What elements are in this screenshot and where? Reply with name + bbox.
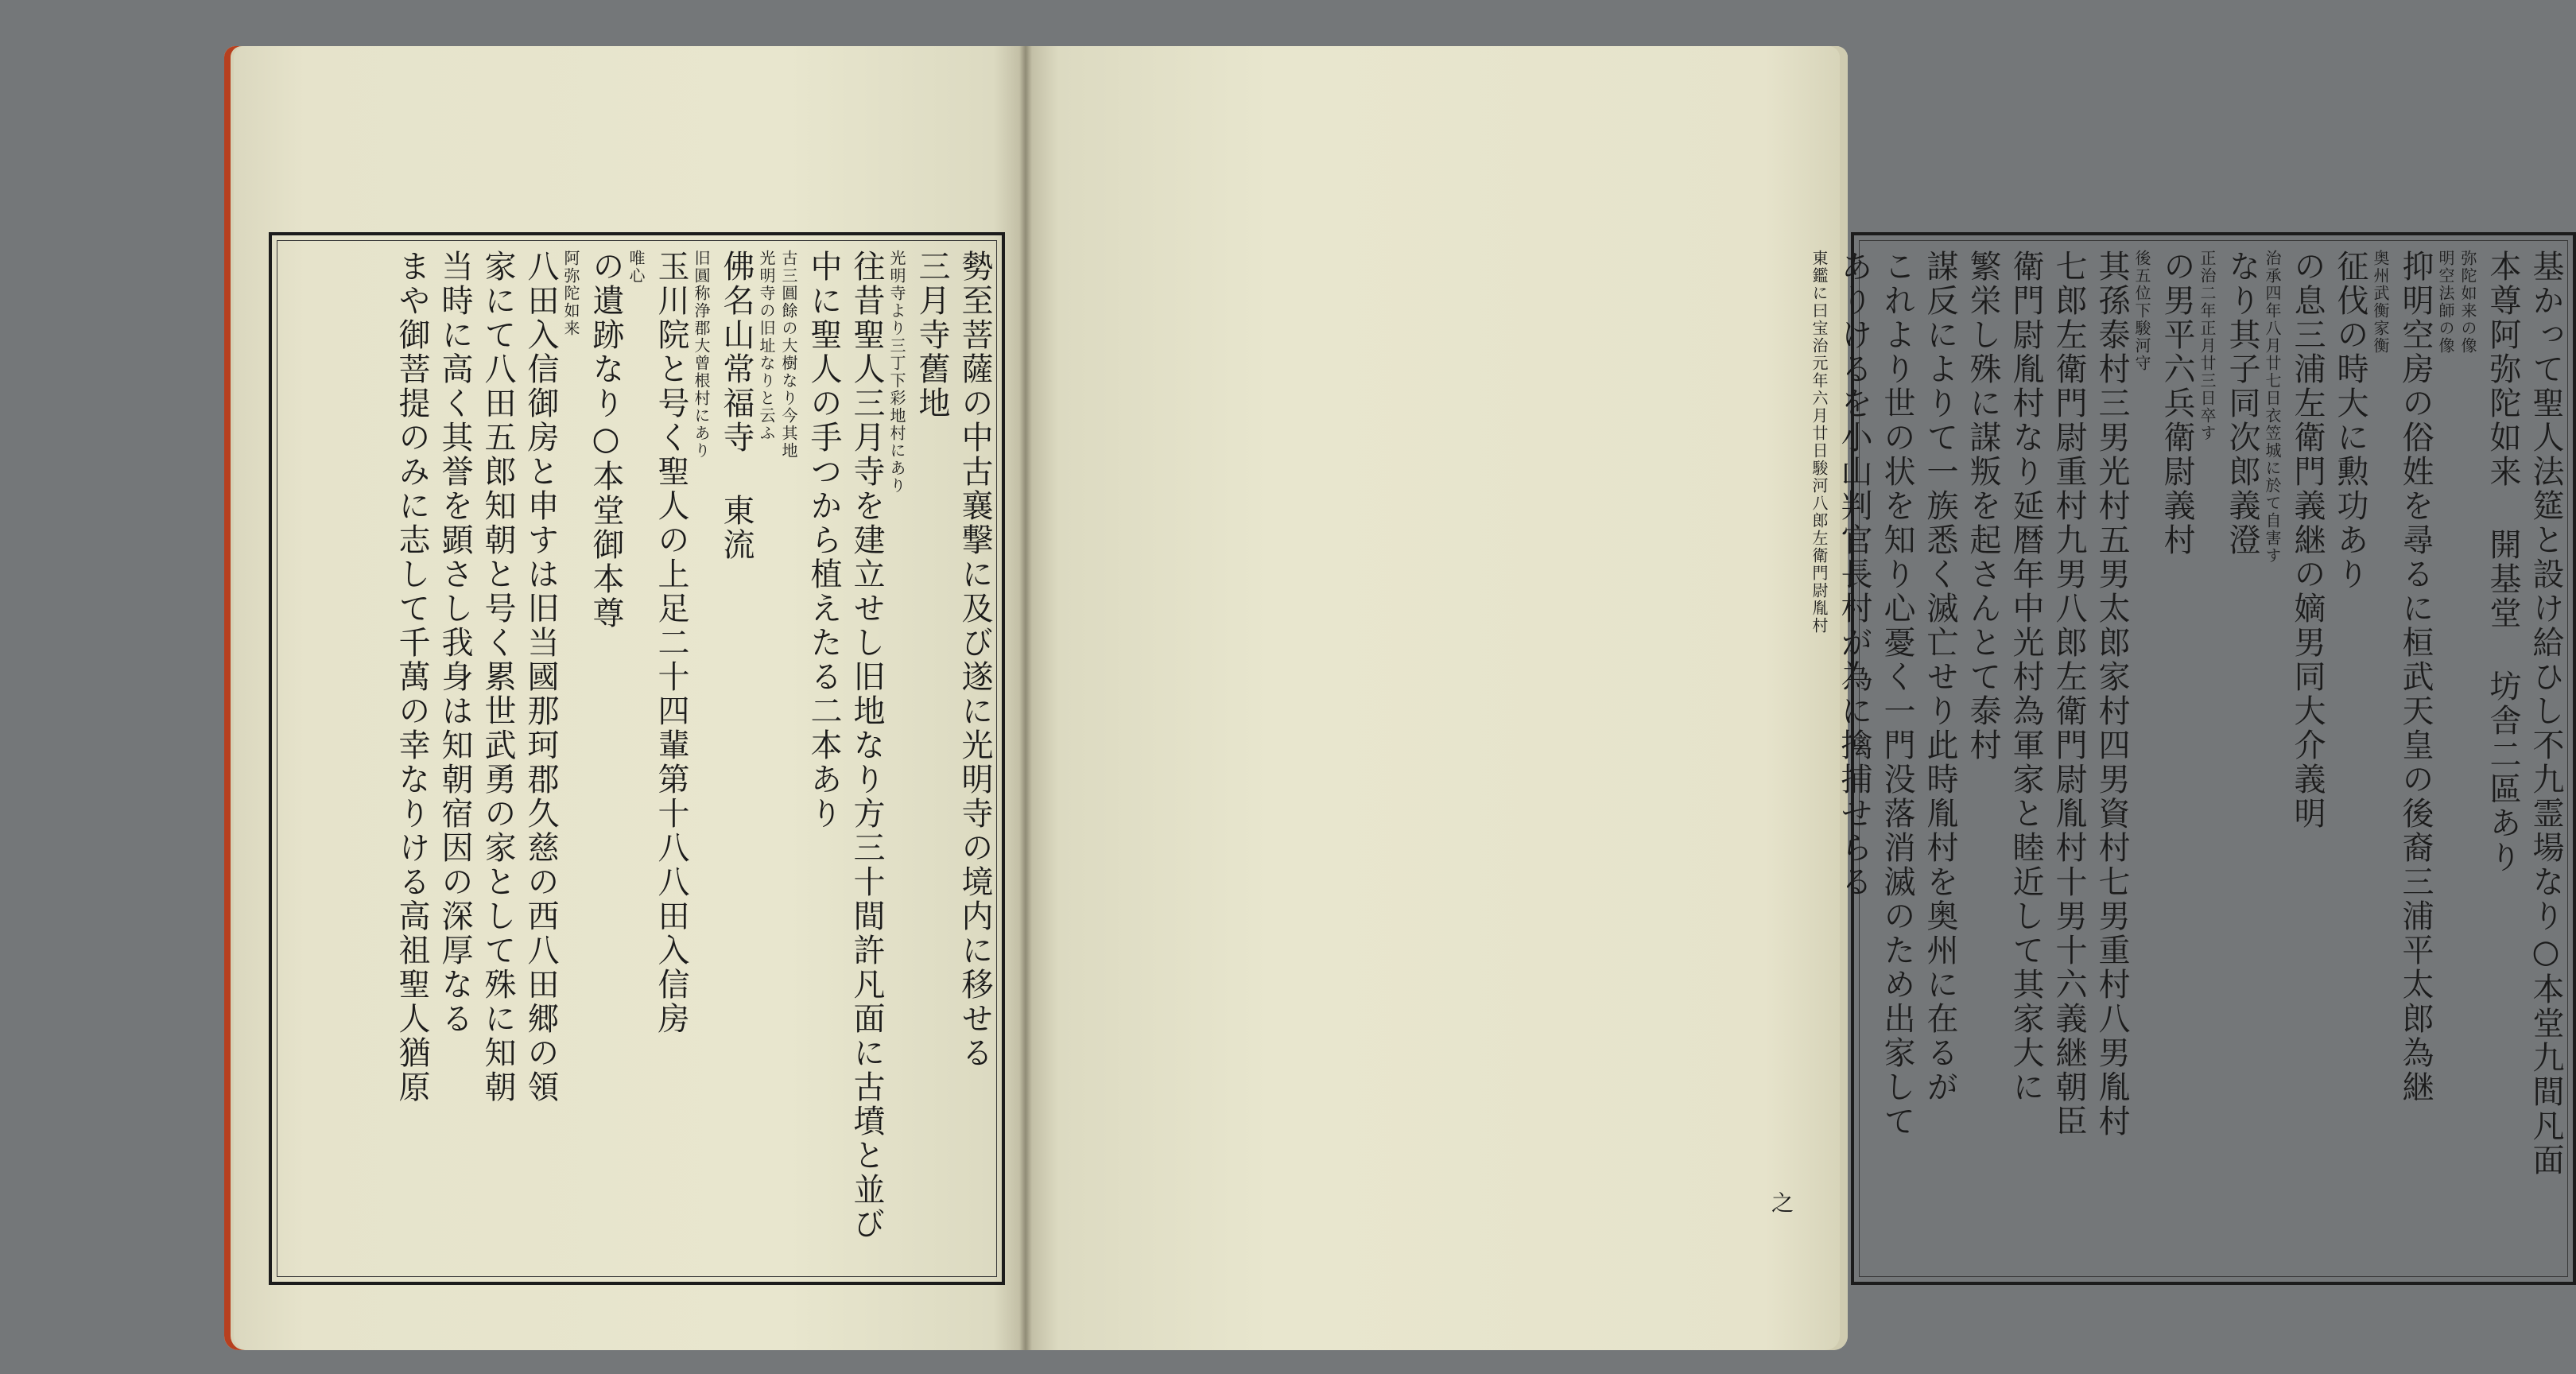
left-page-column-0: 勢至菩薩の中古襄撃に及び遂に光明寺の境内に移せる	[956, 250, 993, 1070]
left-page-column-12: 阿弥陀如来	[561, 250, 580, 337]
right-page-column-10: 正治二年正月廿三日卒す	[2198, 250, 2217, 442]
right-page-column-3: 明空法師の像	[2436, 250, 2455, 355]
left-page-column-2: 光明寺より三丁下彩地村にあり	[887, 250, 906, 495]
right-page-column-1: 本尊阿弥陀如来 開基堂 坊舎二區あり	[2485, 250, 2521, 875]
left-page-column-14: 家にて八田五郎知朝と号く累世武勇の家として殊に知朝	[479, 250, 516, 1104]
right-page-column-20: 東鑑に曰宝治元年六月廿日駿河八郎左衛門尉胤村	[1810, 250, 1829, 635]
right-page-column-2: 弥陀如来の像	[2458, 250, 2477, 355]
right-page-column-15: 衛門尉胤村なり延暦年中光村為軍家と睦近して其家大に	[2008, 250, 2044, 1104]
right-page-column-18: これより世の状を知り心憂く一門没落消滅のため出家して	[1879, 250, 1915, 1139]
left-page-column-13: 八田入信御房と申すは旧当國那珂郡久慈の西八田郷の領	[522, 250, 559, 1104]
book-gutter	[1019, 46, 1032, 1350]
right-page-column-14: 七郎左衛門尉重村九男八郎左衛門尉胤村十男十六義継朝臣	[2050, 250, 2087, 1139]
left-page	[224, 46, 1026, 1350]
right-page-column-11: の男平六兵衛尉義村	[2159, 250, 2195, 557]
left-page-column-3: 往昔聖人三月寺を建立せし旧地なり方三十間許凡面に古墳と並び	[848, 250, 885, 1241]
right-page-column-12: 後五位下駿河守	[2132, 250, 2151, 372]
right-page-column-19: ありけるを小山判官長村が為に擒捕せらる	[1836, 250, 1872, 899]
right-page-column-16: 繁栄し殊に謀叛を起さんとて泰村	[1965, 250, 2001, 763]
left-page-column-9: 玉川院と号く聖人の上足二十四輩第十八八田入信房	[653, 250, 689, 1036]
right-page-column-6: 征伐の時大に勲功あり	[2332, 250, 2368, 592]
right-page-column-9: なり其子同次郎義澄	[2224, 250, 2260, 557]
right-page-column-4: 抑明空房の俗姓を尋るに桓武天皇の後裔三浦平太郎為継	[2397, 250, 2434, 1104]
right-page-column-8: 治承四年八月廿七日衣笠城に於て自害す	[2263, 250, 2282, 565]
left-page-column-11: の遺跡なり○本堂御本尊	[588, 250, 624, 631]
right-page	[1026, 46, 2564, 1350]
left-page-column-1: 三月寺舊地	[914, 250, 950, 421]
right-page-column-13: 其孫泰村三男光村五男太郎家村四男資村七男重村八男胤村	[2093, 250, 2130, 1139]
right-text-frame	[1810, 232, 2576, 1285]
left-text-frame	[269, 232, 1005, 1285]
right-page-column-17: 謀反によりて一族悉く滅亡せり此時胤村を奥州に在るが	[1922, 250, 1958, 1104]
right-page-column-5: 奥州武衡家衡	[2371, 250, 2390, 355]
left-page-column-6: 光明寺の旧址なりと云ふ	[757, 250, 776, 442]
left-page-column-10: 唯心	[627, 250, 646, 285]
page-folio: 之	[1768, 1191, 1794, 1213]
left-page-column-5: 古三圓餘の大樹なり今其地	[779, 250, 798, 460]
left-page-column-8: 旧圓称浄郡大曾根村にあり	[692, 250, 711, 460]
left-page-column-16: まや御菩提のみに志して千萬の幸なりける高祖聖人猶原	[394, 250, 430, 1104]
open-book	[224, 46, 2564, 1350]
left-page-column-7: 佛名山常福寺 東流	[718, 250, 755, 562]
right-page-column-7: の息三浦左衛門義継の嫡男同大介義明	[2289, 250, 2326, 831]
left-page-column-15: 当時に高く其誉を顕さし我身は知朝宿因の深厚なる	[436, 250, 473, 1036]
left-page-column-4: 中に聖人の手つから植えたる二本あり	[805, 250, 842, 831]
right-page-column-0: 基かって聖人法筵と設け給ひし不九霊場なり○本堂九間凡面	[2528, 250, 2564, 1178]
